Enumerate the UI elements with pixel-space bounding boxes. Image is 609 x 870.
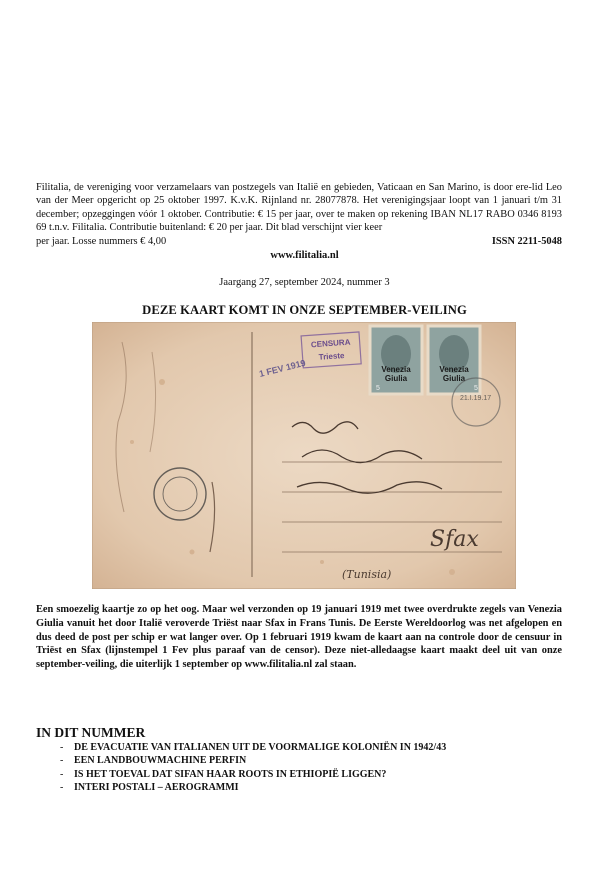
page-headline: DEZE KAART KOMT IN ONZE SEPTEMBER-VEILING <box>142 303 467 317</box>
stamp-left <box>370 326 422 394</box>
toc-dash: - <box>60 742 64 753</box>
address-country: (Tunisia) <box>342 568 392 581</box>
toc-item <box>60 754 446 767</box>
address-city: Sfax <box>430 527 479 552</box>
stamp-right-value: 5 <box>474 385 478 392</box>
toc-dash: - <box>60 755 64 767</box>
society-info <box>36 181 562 248</box>
toc-dash: - <box>60 768 64 780</box>
toc-item-label: INTERI POSTALI – AEROGRAMMI <box>74 782 239 794</box>
arrival-postmark: 1 FEV 1919 <box>258 357 307 379</box>
toc-item <box>60 741 446 754</box>
censor-stamp-line-1: CENSURA <box>310 337 351 350</box>
postcard-caption: Een smoezelig kaartje zo op het oog. Maar wel verzonden op 19 januari 1919 met twee overdrukte zegels van Venezia Giulia vanuit het door Italië veroverde Triëst naar Sfax in Frans Tunis. De Eerste Wereldoorlog was net afgelopen en dus deed de post per schip er wat langer over. Op 1 februari 1919 kwam de kaart aan na controle door de censuur in Triëst en Sfax (lijnstempel 1 Fev plus paraaf van de censor). Deze niet-alledaagse kaart maakt deel uit van onze september-veiling, die uiterlijk 1 september op www.filitalia.nl zal staan. <box>36 604 562 671</box>
toc-item-label: DE EVACUATIE VAN ITALIANEN UIT DE VOORMALIGE KOLONIËN IN 1942/43 <box>74 742 447 753</box>
toc-list <box>60 741 446 795</box>
stamp-left-overprint-top: Venezia <box>381 365 411 374</box>
censor-stamp-line-2: Trieste <box>318 351 345 362</box>
toc-item-label: IS HET TOEVAL DAT SIFAN HAAR ROOTS IN ETHIOPIË LIGGEN? <box>74 768 387 780</box>
website-link[interactable]: www.filitalia.nl <box>270 250 339 261</box>
issn-number: ISSN 2211-5048 <box>491 235 562 247</box>
postcard-image <box>92 322 516 589</box>
toc-heading: IN DIT NUMMER <box>36 725 146 740</box>
society-info-text: Filitalia, de vereniging voor verzamelaars van postzegels van Italië en gebieden, Vaticaan en San Marino, is door ere-lid Leo van der Meer opgericht op 25 oktober 1997. K.v.K. Rijnland nr. 28077878. Het verenigingsjaar loopt van 1 januari t/m 31 december; opzeggingen vóór 1 oktober. Contributie: € 15 per jaar, over te maken op rekening IBAN NL17 RABO 0346 8193 69 t.n.v. Filitalia. Contributie buitenland: € 20 per jaar. Dit blad verschijnt vier keer <box>36 182 562 234</box>
stamp-left-value: 5 <box>376 385 380 392</box>
toc-item-label: EEN LANDBOUWMACHINE PERFIN <box>74 755 247 767</box>
stamp-left-overprint-bottom: Giulia <box>384 374 408 383</box>
toc-item <box>60 768 446 781</box>
stamp-right-overprint-top: Venezia <box>439 365 469 374</box>
society-info-last-line <box>36 235 562 248</box>
toc-item <box>60 781 446 794</box>
stamp-right <box>428 326 480 394</box>
round-postmark-right-date: 21.I.19.17 <box>460 395 492 402</box>
toc-dash: - <box>60 782 64 794</box>
stamp-right-overprint-bottom: Giulia <box>442 374 466 383</box>
single-issue-price: per jaar. Losse nummers € 4,00 <box>36 235 167 247</box>
issue-line: Jaargang 27, september 2024, nummer 3 <box>219 277 390 288</box>
